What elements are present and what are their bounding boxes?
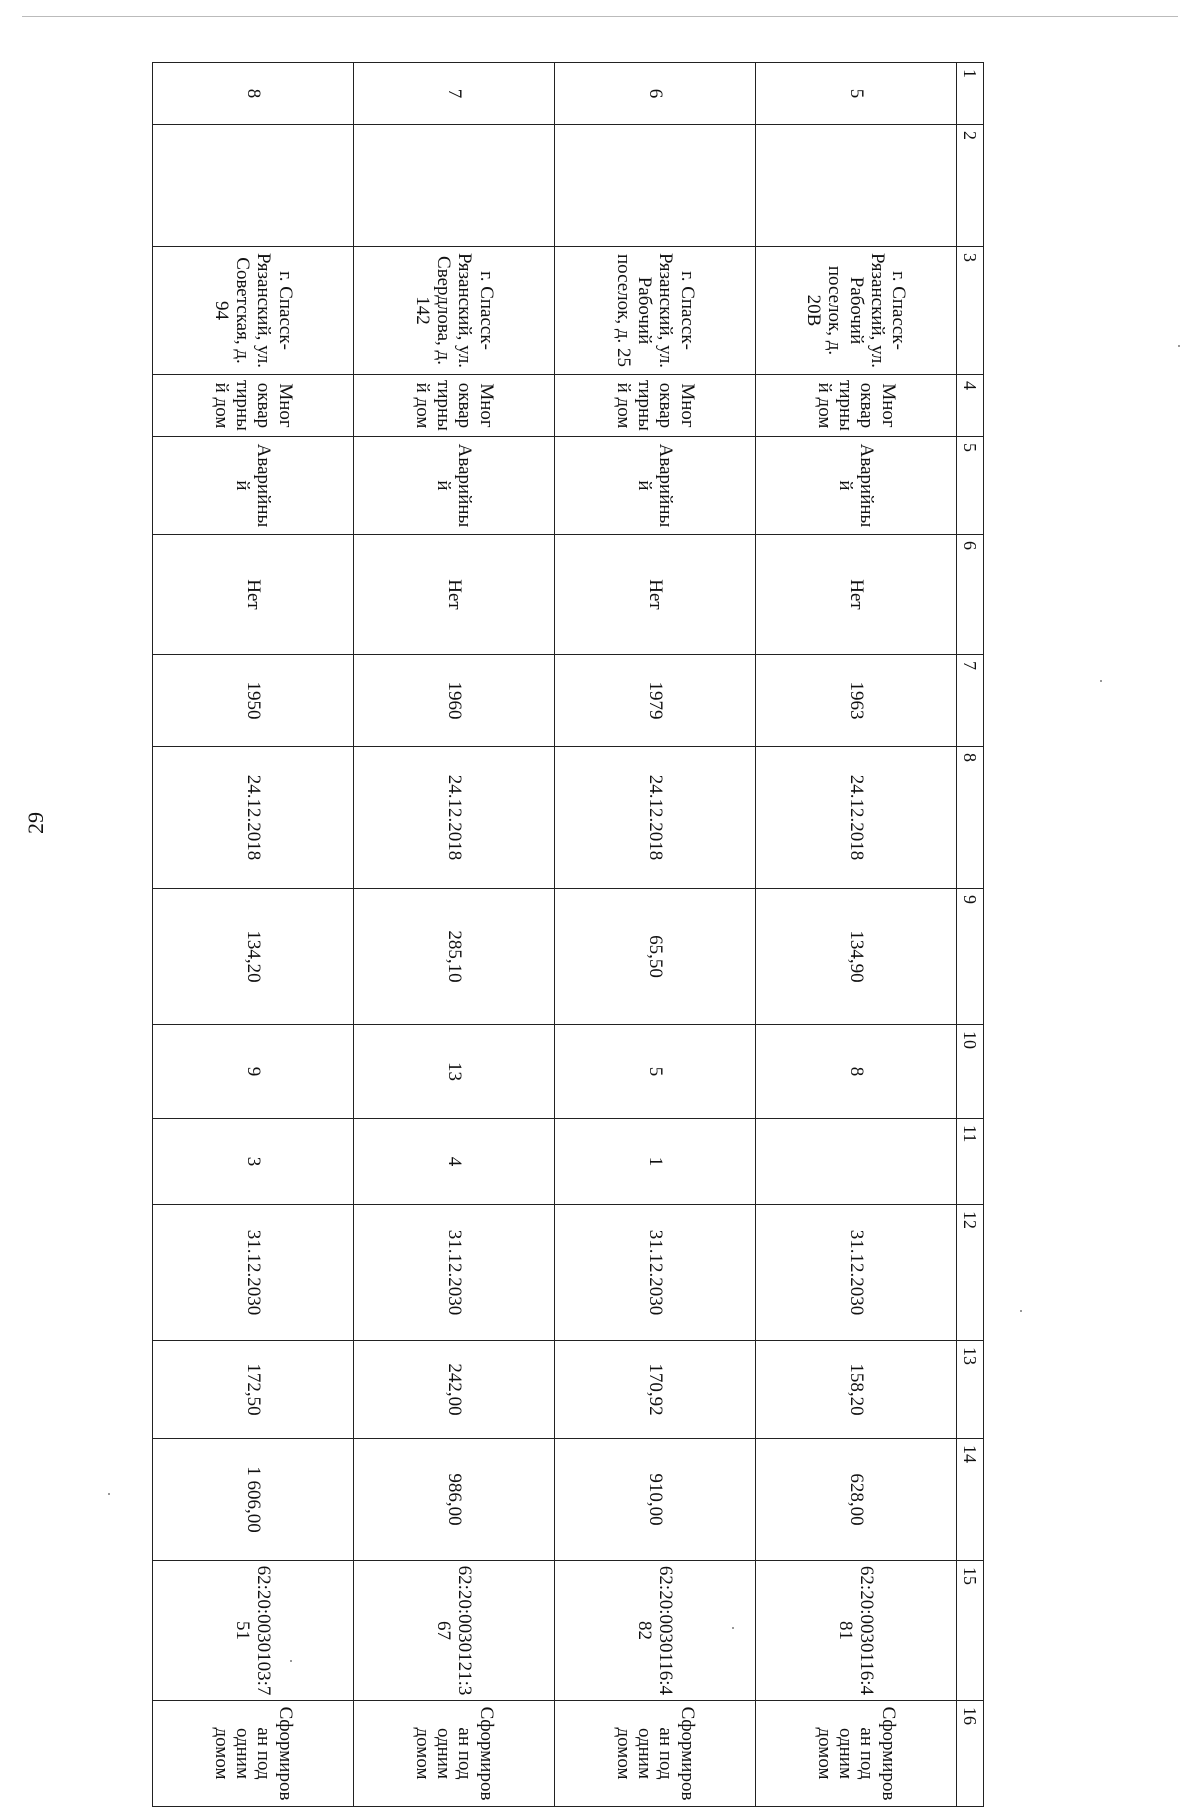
row-number: 6 (555, 63, 756, 125)
column-number: 6 (957, 535, 984, 655)
count-cell: 4 (354, 1119, 555, 1205)
column-number-row (957, 63, 984, 1807)
column-number: 13 (957, 1341, 984, 1439)
scan-edge-line (22, 16, 1178, 17)
column-number: 10 (957, 1025, 984, 1119)
house-type-cell: Многоквартирный дом (756, 375, 957, 437)
land-area-cell: 1 606,00 (153, 1439, 354, 1561)
deadline-cell: 31.12.2030 (153, 1205, 354, 1341)
land-status-cell: Сформирован под одним домом (555, 1701, 756, 1807)
scan-speck (1100, 680, 1102, 682)
status-cell: Аварийный (153, 437, 354, 535)
year-cell: 1960 (354, 655, 555, 747)
column-number: 1 (957, 63, 984, 125)
count-cell: 13 (354, 1025, 555, 1119)
column-number: 16 (957, 1701, 984, 1807)
count-cell: 3 (153, 1119, 354, 1205)
column-number: 15 (957, 1561, 984, 1701)
area-cell: 172,50 (153, 1341, 354, 1439)
deadline-cell: 31.12.2030 (354, 1205, 555, 1341)
land-area-cell: 910,00 (555, 1439, 756, 1561)
cadastral-number-cell: 62:20:0030116:481 (756, 1561, 957, 1701)
row-number: 8 (153, 63, 354, 125)
address-cell: г. Спасск-Рязанский, ул. Рабочий поселок, д. 25 (555, 247, 756, 375)
area-cell: 170,92 (555, 1341, 756, 1439)
cell-col2 (555, 125, 756, 247)
area-cell: 134,20 (153, 889, 354, 1025)
scan-speck (290, 1660, 292, 1662)
cell-col2 (153, 125, 354, 247)
column-number: 14 (957, 1439, 984, 1561)
cadastral-number-cell: 62:20:0030121:367 (354, 1561, 555, 1701)
deadline-cell: 31.12.2030 (555, 1205, 756, 1341)
cadastral-number-cell: 62:20:0030116:482 (555, 1561, 756, 1701)
row-number: 5 (756, 63, 957, 125)
column-number: 9 (957, 889, 984, 1025)
scan-speck (108, 1493, 110, 1495)
land-area-cell: 628,00 (756, 1439, 957, 1561)
house-type-cell: Многоквартирный дом (555, 375, 756, 437)
land-status-cell: Сформирован под одним домом (354, 1701, 555, 1807)
area-cell: 242,00 (354, 1341, 555, 1439)
deadline-cell: 31.12.2030 (756, 1205, 957, 1341)
address-cell: г. Спасск-Рязанский, ул. Советская, д. 94 (153, 247, 354, 375)
status-cell: Аварийный (354, 437, 555, 535)
cell-col6: Нет (153, 535, 354, 655)
cadastral-number-cell: 62:20:0030103:751 (153, 1561, 354, 1701)
table-row (354, 63, 555, 1807)
date-cell: 24.12.2018 (153, 747, 354, 889)
count-cell (756, 1119, 957, 1205)
date-cell: 24.12.2018 (354, 747, 555, 889)
area-cell: 158,20 (756, 1341, 957, 1439)
area-cell: 285,10 (354, 889, 555, 1025)
page-number: 29 (23, 812, 48, 834)
year-cell: 1950 (153, 655, 354, 747)
year-cell: 1979 (555, 655, 756, 747)
table-row (153, 63, 354, 1807)
scan-speck (1020, 1310, 1022, 1312)
register-table (152, 62, 984, 1807)
land-status-cell: Сформирован под одним домом (153, 1701, 354, 1807)
count-cell: 9 (153, 1025, 354, 1119)
count-cell: 8 (756, 1025, 957, 1119)
cell-col6: Нет (354, 535, 555, 655)
scan-speck (1178, 345, 1180, 347)
cell-col2 (756, 125, 957, 247)
count-cell: 1 (555, 1119, 756, 1205)
land-status-cell: Сформирован под одним домом (756, 1701, 957, 1807)
column-number: 8 (957, 747, 984, 889)
cell-col6: Нет (756, 535, 957, 655)
status-cell: Аварийный (555, 437, 756, 535)
column-number: 11 (957, 1119, 984, 1205)
count-cell: 5 (555, 1025, 756, 1119)
house-type-cell: Многоквартирный дом (153, 375, 354, 437)
column-number: 7 (957, 655, 984, 747)
column-number: 4 (957, 375, 984, 437)
land-area-cell: 986,00 (354, 1439, 555, 1561)
column-number: 3 (957, 247, 984, 375)
address-cell: г. Спасск-Рязанский, ул. Рабочий поселок, д. 20В (756, 247, 957, 375)
year-cell: 1963 (756, 655, 957, 747)
table-row (756, 63, 957, 1807)
rotated-table-frame (168, 62, 984, 1801)
date-cell: 24.12.2018 (555, 747, 756, 889)
status-cell: Аварийный (756, 437, 957, 535)
column-number: 5 (957, 437, 984, 535)
date-cell: 24.12.2018 (756, 747, 957, 889)
row-number: 7 (354, 63, 555, 125)
address-cell: г. Спасск-Рязанский, ул. Свердлова, д. 142 (354, 247, 555, 375)
area-cell: 134,90 (756, 889, 957, 1025)
area-cell: 65,50 (555, 889, 756, 1025)
table-row (555, 63, 756, 1807)
column-number: 12 (957, 1205, 984, 1341)
column-number: 2 (957, 125, 984, 247)
cell-col6: Нет (555, 535, 756, 655)
register-table-container (168, 62, 984, 1801)
house-type-cell: Многоквартирный дом (354, 375, 555, 437)
cell-col2 (354, 125, 555, 247)
scan-speck (732, 1627, 734, 1629)
